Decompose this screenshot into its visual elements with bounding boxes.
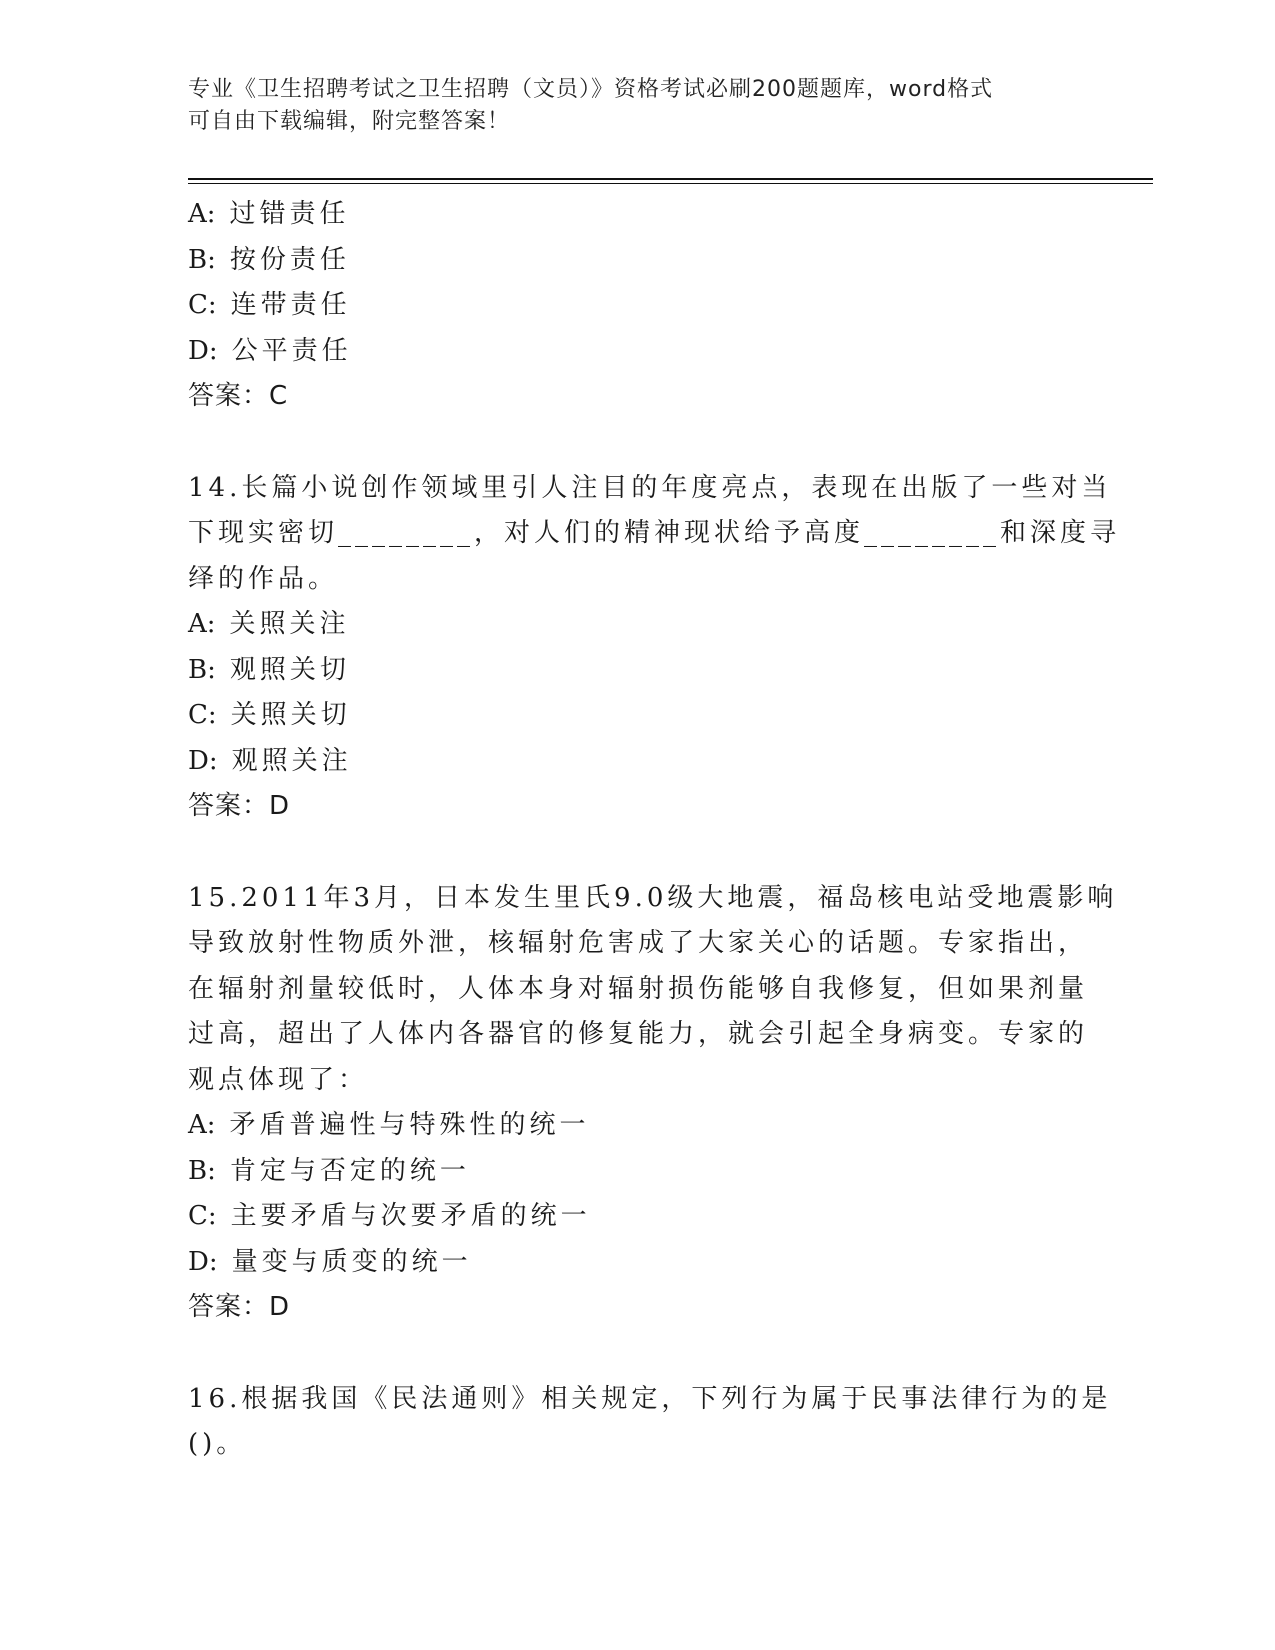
document-header <box>188 74 1088 138</box>
question-text-line: ()。 <box>188 1429 247 1459</box>
answer-line: 答案：C <box>188 381 289 411</box>
question-text-line: 在辐射剂量较低时，人体本身对辐射损伤能够自我修复，但如果剂量 <box>188 973 1089 1004</box>
header-line-2: 可自由下载编辑，附完整答案！ <box>188 109 511 134</box>
option-d: D: 量变与质变的统一 <box>188 1246 472 1277</box>
question-block-15 <box>188 876 1118 1331</box>
header-rule-thin <box>188 183 1153 184</box>
option-c: C: 关照关切 <box>188 700 351 730</box>
answer-line: 答案：D <box>188 791 291 821</box>
option-b: B: 肯定与否定的统一 <box>188 1155 470 1186</box>
question-text-line: 导致放射性物质外泄，核辐射危害成了大家关心的话题。专家指出， <box>188 928 1089 958</box>
question-block-13 <box>188 192 1088 420</box>
option-a: A: 矛盾普遍性与特殊性的统一 <box>188 1110 590 1140</box>
answer-line: 答案：D <box>188 1292 291 1322</box>
header-rule-thick <box>188 178 1153 180</box>
option-a: A: 过错责任 <box>188 199 350 229</box>
question-text-line: 14.长篇小说创作领域里引人注目的年度亮点，表现在出版了一些对当 <box>188 472 1112 503</box>
question-block-14 <box>188 466 1121 830</box>
answer-value: D <box>269 1292 291 1322</box>
answer-value: D <box>269 791 291 821</box>
question-text-line: 观点体现了： <box>188 1064 369 1095</box>
option-b: B: 观照关切 <box>188 654 350 685</box>
option-b: B: 按份责任 <box>188 244 350 275</box>
option-a: A: 关照关注 <box>188 609 350 639</box>
question-block-16 <box>188 1377 1112 1468</box>
question-text-line: 绎的作品。 <box>188 563 339 594</box>
answer-value: C <box>269 381 289 411</box>
question-list <box>188 192 1121 1468</box>
header-line-1: 专业《卫生招聘考试之卫生招聘（文员）》资格考试必刷200题题库，word格式 <box>188 77 994 102</box>
option-d: D: 公平责任 <box>188 335 352 366</box>
option-d: D: 观照关注 <box>188 745 352 776</box>
question-text-line: 下现实密切________，对人们的精神现状给予高度________和深度寻 <box>188 518 1121 548</box>
option-c: C: 主要矛盾与次要矛盾的统一 <box>188 1201 591 1231</box>
question-text-line: 15.2011年3月，日本发生里氏9.0级大地震，福岛核电站受地震影响 <box>188 882 1118 913</box>
question-text-line: 16.根据我国《民法通则》相关规定，下列行为属于民事法律行为的是 <box>188 1383 1112 1414</box>
question-text-line: 过高，超出了人体内各器官的修复能力，就会引起全身病变。专家的 <box>188 1019 1089 1049</box>
option-c: C: 连带责任 <box>188 290 351 320</box>
